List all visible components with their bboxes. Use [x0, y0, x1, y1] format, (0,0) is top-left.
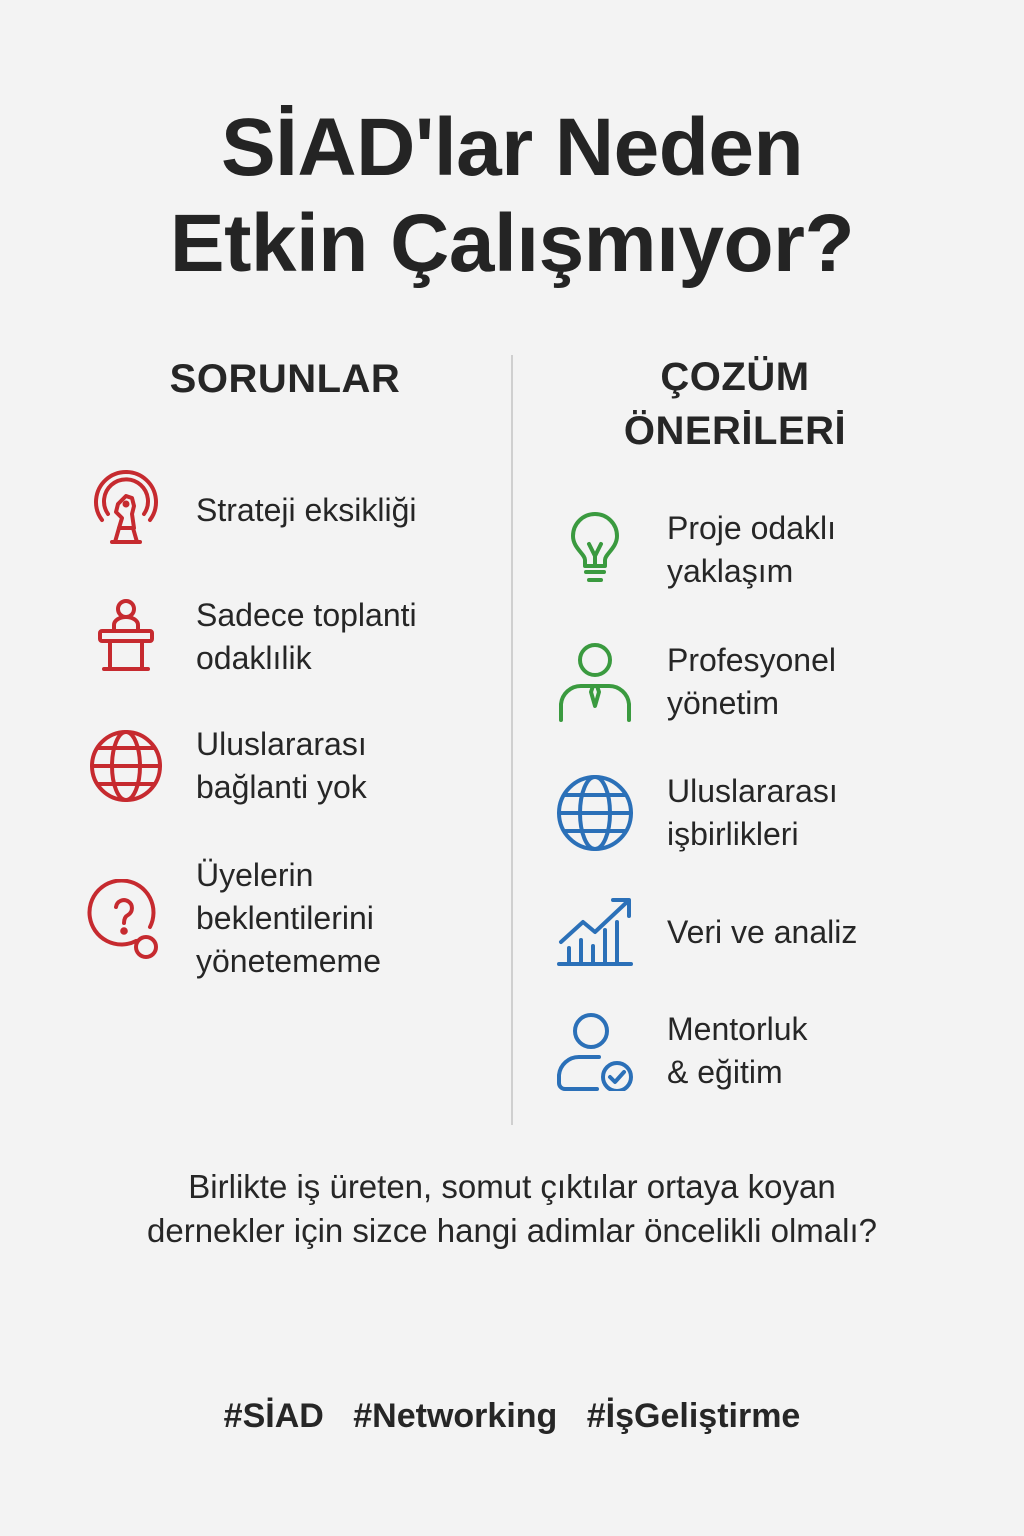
question-bubble-icon	[86, 879, 166, 959]
problem-item-international	[86, 723, 367, 809]
hashtags	[0, 1393, 1024, 1439]
problem-item-meetings	[86, 594, 417, 680]
hashtag: #SİAD	[223, 1397, 324, 1435]
growth-chart-icon	[555, 892, 635, 972]
globe-icon	[555, 773, 635, 853]
globe-icon	[86, 726, 166, 806]
problem-label: Strateji eksikliği	[196, 491, 417, 528]
solutions-heading: ÇOZÜM ÖNERİLERİ	[623, 355, 847, 453]
user-check-icon	[555, 1011, 635, 1091]
closing-question: Birlikte iş üreten, somut çıktılar ortaya koyan dernekler için sizce hangi adimlar öncelikli olmalı?	[147, 1168, 877, 1249]
solution-label: Profesyonel yönetim	[667, 642, 836, 721]
solution-label: Proje odaklı yaklaşım	[667, 510, 836, 589]
solution-item-project	[555, 507, 836, 593]
title-line-2: Etkin Çalışmıyor?	[169, 198, 855, 289]
hashtag: #Networking	[353, 1397, 558, 1435]
column-divider	[511, 355, 513, 1125]
hashtag: #İşGeliştirme	[586, 1397, 801, 1435]
lightbulb-icon	[555, 510, 635, 590]
solution-item-management	[555, 639, 836, 725]
manager-person-icon	[555, 642, 635, 722]
problem-label: Sadece toplanti odaklılik	[196, 597, 417, 676]
solution-label: Mentorluk & eğitim	[667, 1011, 808, 1090]
solution-item-data	[555, 892, 857, 972]
solution-item-international	[555, 770, 838, 856]
solution-label: Veri ve analiz	[667, 913, 858, 950]
problem-label: Uluslararası bağlanti yok	[196, 726, 367, 805]
problems-heading: SORUNLAR	[169, 357, 401, 401]
problem-item-strategy	[86, 470, 417, 550]
solution-label: Uluslararası işbirlikleri	[667, 773, 838, 852]
page-title	[0, 100, 1024, 292]
title-line-1: SİAD'lar Neden	[220, 102, 804, 193]
solution-item-mentoring	[555, 1008, 808, 1094]
problem-label: Üyelerin beklentilerini yönetememe	[196, 857, 381, 979]
podium-speaker-icon	[86, 597, 166, 677]
chess-knight-icon	[86, 470, 166, 550]
problem-item-expectations	[86, 854, 381, 983]
